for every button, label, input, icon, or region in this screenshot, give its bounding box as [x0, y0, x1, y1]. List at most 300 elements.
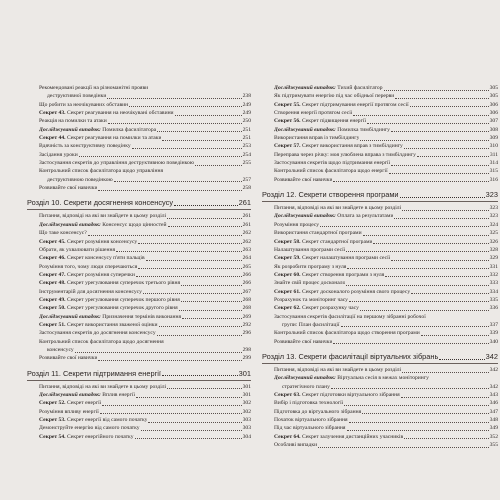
- toc-entry-title: [274, 329, 420, 337]
- toc-entry[interactable]: [262, 288, 498, 296]
- toc-entry-text: Особливі випадки: [274, 442, 318, 449]
- secret-number: Секрет 43.: [39, 110, 66, 117]
- toc-entry[interactable]: [262, 176, 498, 184]
- toc-entry-title: [39, 229, 87, 237]
- toc-entry[interactable]: [27, 279, 251, 287]
- toc-entry-text: Початок віртуального зібрання: [274, 417, 348, 424]
- toc-entry-text: Секрет стандартної програми: [301, 238, 373, 245]
- toc-entry[interactable]: [262, 313, 498, 321]
- toc-entry-text: Віртуальна сесія в межах моніторингу: [337, 375, 429, 382]
- toc-entry-title: [39, 399, 101, 407]
- page-number: 268: [242, 305, 251, 312]
- page-number: 303: [242, 417, 251, 424]
- toc-entry-text: Застосування секретів щодо підтримання енергії: [274, 160, 391, 167]
- toc-entry[interactable]: [262, 221, 498, 229]
- toc-entry[interactable]: [262, 238, 498, 246]
- toc-entry[interactable]: [262, 391, 498, 399]
- toc-entry[interactable]: [27, 109, 251, 117]
- chapter-gap: [27, 363, 251, 368]
- page-number: 306: [489, 101, 498, 108]
- toc-entry[interactable]: [262, 329, 498, 337]
- toc-entry-text-line2: стратегічного плану: [282, 383, 330, 390]
- chapter-page-number: 261: [238, 198, 251, 208]
- case-study-label: Досліджуваний випадок:: [39, 313, 101, 320]
- toc-entry[interactable]: [27, 329, 251, 337]
- toc-entry[interactable]: [27, 263, 251, 271]
- toc-entry[interactable]: [262, 254, 498, 262]
- toc-entry-title: [39, 151, 78, 159]
- dot-leader: [167, 218, 241, 219]
- toc-entry-text: Вибір і підготовка технології: [274, 400, 344, 407]
- page-number: 302: [242, 408, 251, 415]
- dot-leader: [157, 335, 242, 336]
- chapter-title: Розділ 11. Секрети підтримання енергії: [27, 368, 161, 378]
- toc-entry-title: [39, 117, 107, 125]
- secret-number: Секрет 53.: [39, 417, 66, 424]
- toc-entry-title: [39, 101, 128, 109]
- case-study-label: Досліджуваний випадок:: [39, 392, 101, 398]
- toc-entry[interactable]: [27, 383, 251, 391]
- toc-entry-text: Розуміння того, чому люди сперечаються: [39, 263, 138, 270]
- dot-leader: [132, 148, 242, 149]
- dot-leader: [174, 205, 238, 206]
- toc-entry[interactable]: [27, 391, 251, 399]
- toc-entry[interactable]: [262, 142, 498, 150]
- toc-entry[interactable]: [27, 313, 251, 321]
- toc-entry-text: Вдячність за конструктивну поведінку: [39, 143, 131, 150]
- toc-entry[interactable]: [27, 304, 251, 312]
- toc-entry[interactable]: [27, 296, 251, 304]
- toc-entry[interactable]: [27, 229, 251, 237]
- toc-entry-title: [39, 354, 97, 362]
- toc-entry[interactable]: [262, 134, 498, 142]
- toc-entry-title: [274, 92, 394, 100]
- toc-entry-title: [39, 296, 180, 304]
- toc-entry-title: [39, 109, 174, 117]
- toc-entry-text: Секрет використання зваженої оцінки: [66, 321, 158, 328]
- toc-entry[interactable]: [262, 433, 498, 441]
- toc-entry[interactable]: [262, 374, 498, 382]
- secret-number: Секрет 45.: [39, 238, 66, 245]
- page-number: 238: [242, 93, 251, 100]
- dot-leader: [394, 218, 488, 219]
- toc-entry-text: Що таке консенсус?: [39, 230, 87, 237]
- dot-leader: [102, 405, 241, 406]
- toc-entry[interactable]: [27, 126, 251, 134]
- toc-entry-text: Секрет підвищення енергії: [301, 118, 367, 125]
- page-number: 266: [242, 280, 251, 287]
- page-number: 348: [489, 417, 498, 424]
- dot-leader: [146, 260, 242, 261]
- toc-entry-title: [274, 441, 317, 449]
- page-number: 305: [489, 93, 498, 100]
- page-number: 255: [242, 160, 251, 167]
- toc-entry-title: [274, 271, 384, 279]
- page-number: 329: [489, 255, 498, 262]
- toc-entry-title: [274, 84, 383, 92]
- toc-entry-title: [274, 101, 409, 109]
- dot-leader: [411, 293, 488, 294]
- toc-entry-text: Рекомендовані реакції на різноманітні прояви: [39, 85, 149, 91]
- chapter-title: Розділ 13. Секрети фасилітації віртуальних зібрань: [262, 351, 439, 361]
- toc-entry[interactable]: [27, 84, 251, 92]
- dot-leader: [182, 318, 242, 319]
- chapter-heading[interactable]: [262, 190, 498, 200]
- toc-entry-text: Секрет реагування на неочікувані обставини: [66, 110, 174, 117]
- case-study-label: Досліджуваний випадок:: [39, 221, 101, 228]
- toc-entry-title: [39, 313, 181, 321]
- dot-leader: [373, 243, 488, 244]
- dot-leader: [108, 123, 242, 124]
- page-number: 264: [242, 255, 251, 262]
- page-number: 262: [242, 238, 251, 245]
- toc-entry-text: Секрет консенсусу п'яти пальців: [66, 255, 145, 262]
- toc-entry-title: [39, 263, 137, 271]
- dot-leader: [168, 226, 242, 227]
- toc-entry-title: [39, 383, 166, 391]
- dot-leader: [362, 413, 488, 414]
- toc-entry[interactable]: [262, 109, 498, 117]
- toc-entry[interactable]: [27, 117, 251, 125]
- toc-entry-text: Секрет реагування на помилки та атаки: [66, 135, 162, 142]
- toc-entry[interactable]: [262, 441, 498, 449]
- toc-entry-title: [274, 109, 352, 117]
- toc-entry[interactable]: [262, 366, 498, 374]
- toc-entry[interactable]: [262, 92, 498, 100]
- secret-number: Секрет 48.: [39, 280, 66, 287]
- toc-entry[interactable]: [262, 296, 498, 304]
- toc-entry[interactable]: [27, 101, 251, 109]
- toc-entry-title: [274, 279, 345, 287]
- toc-entry[interactable]: [27, 134, 251, 142]
- toc-entry[interactable]: [262, 101, 498, 109]
- toc-entry-text: Тихий фасилітатор: [337, 85, 383, 91]
- dot-leader: [360, 310, 489, 311]
- dot-leader: [148, 422, 241, 423]
- dot-leader: [404, 148, 489, 149]
- toc-entry-text: Вплив енергії: [102, 392, 136, 398]
- chapter-rule: [262, 201, 498, 202]
- page-number: 349: [489, 425, 498, 432]
- toc-entry-text: Як розробити програму з нуля: [274, 263, 347, 270]
- toc-entry-title: [39, 416, 147, 424]
- page-number: 254: [242, 151, 251, 158]
- dot-leader: [159, 326, 242, 327]
- page-number: 251: [242, 126, 251, 133]
- dot-leader: [138, 268, 241, 269]
- secret-number: Секрет 51.: [39, 321, 66, 328]
- toc-entry-title: [274, 408, 361, 416]
- toc-entry-text: Розвивайте свої навички: [39, 185, 98, 192]
- toc-entry-title: [39, 279, 180, 287]
- toc-entry-title: [274, 399, 343, 407]
- toc-entry-text: Питання, відповіді на які ви знайдете в цьому розділі: [274, 366, 402, 373]
- dot-leader: [404, 438, 488, 439]
- toc-entry-continuation[interactable]: [27, 92, 251, 100]
- toc-entry-text: Секрет енергійного початку: [66, 433, 134, 440]
- toc-entry[interactable]: [27, 184, 251, 192]
- dot-leader: [391, 260, 488, 261]
- toc-entry-title: [39, 167, 163, 175]
- secret-number: Секрет 50.: [39, 305, 66, 312]
- chapter-gap: [262, 346, 498, 351]
- toc-entry[interactable]: [262, 84, 498, 92]
- secret-number: Секрет 47.: [39, 271, 66, 278]
- toc-entry-continuation[interactable]: [262, 383, 498, 391]
- dot-leader: [389, 173, 489, 174]
- page-number: 343: [489, 392, 498, 398]
- toc-entry[interactable]: [262, 126, 498, 134]
- secret-number: Секрет 54.: [39, 433, 66, 440]
- toc-entry-text: Розуміння впливу енергії: [39, 408, 99, 415]
- toc-entry[interactable]: [262, 204, 498, 212]
- page-number: 326: [489, 238, 498, 245]
- toc-entry-title: [274, 424, 346, 432]
- secret-number: Секрет 60.: [274, 271, 301, 278]
- case-study-label: Досліджуваний випадок:: [274, 213, 336, 220]
- toc-entry-title: [274, 338, 332, 346]
- toc-entry[interactable]: [27, 151, 251, 159]
- dot-leader: [363, 235, 489, 236]
- toc-entry-text: Питання, відповіді на які ви знайдете в цьому розділі: [274, 205, 402, 212]
- toc-entry-text: Застосування секретів до управління деструктивною поведінкою: [39, 160, 195, 167]
- toc-entry-text: Питання, відповіді на які ви знайдете в цьому розділі: [39, 213, 167, 220]
- toc-entry-text: Застосування секретів фасилітації на першому зібранні робочої: [274, 313, 426, 320]
- toc-entry[interactable]: [27, 321, 251, 329]
- page-number: 339: [489, 330, 498, 337]
- toc-entry[interactable]: [27, 433, 251, 441]
- toc-entry-title: [274, 374, 429, 382]
- toc-entry-title: [39, 288, 142, 296]
- page-number: 302: [242, 400, 251, 407]
- dot-leader: [129, 106, 241, 107]
- page-number: 340: [489, 338, 498, 345]
- dot-leader: [167, 388, 241, 389]
- secret-number: Секрет 56.: [274, 118, 301, 125]
- toc-entry[interactable]: [262, 304, 498, 312]
- toc-entry-text-line2: групи: План фасилітації: [282, 321, 340, 328]
- toc-left-column: [27, 84, 251, 441]
- secret-number: Секрет 57.: [274, 143, 301, 150]
- toc-entry-title: [39, 338, 164, 346]
- chapter-title: Розділ 12. Секрети створення програми: [262, 190, 399, 200]
- toc-entry[interactable]: [262, 279, 498, 287]
- toc-entry[interactable]: [262, 416, 498, 424]
- page-number: 253: [242, 143, 251, 150]
- toc-entry[interactable]: [262, 338, 498, 346]
- page-number: 263: [242, 246, 251, 253]
- toc-entry-text: Секрет урегулювання суперечок першого рівня: [66, 296, 180, 303]
- dot-leader: [181, 285, 242, 286]
- page-number: 249: [242, 110, 251, 117]
- toc-entry[interactable]: [27, 288, 251, 296]
- chapter-rule: [27, 380, 251, 381]
- toc-entry-text: Розвивайте свої навички: [274, 338, 333, 345]
- toc-entry[interactable]: [27, 159, 251, 167]
- secret-number: Секрет 46.: [39, 255, 66, 262]
- toc-entry-continuation[interactable]: [262, 321, 498, 329]
- page-number: 299: [242, 355, 251, 362]
- page-number: 296: [242, 330, 251, 337]
- dot-leader: [367, 123, 489, 124]
- dot-leader: [181, 301, 242, 302]
- page-number: 325: [489, 230, 498, 237]
- dot-leader: [135, 438, 242, 439]
- page-number: 298: [242, 346, 251, 353]
- toc-entry[interactable]: [262, 408, 498, 416]
- toc-entry[interactable]: [262, 399, 498, 407]
- page-number: 269: [242, 313, 251, 320]
- dot-leader: [75, 352, 242, 353]
- page-number: 336: [489, 305, 498, 312]
- page-number: 342: [489, 383, 498, 390]
- chapter-heading[interactable]: [27, 369, 251, 379]
- dot-leader: [157, 131, 242, 132]
- dot-leader: [98, 360, 241, 361]
- page-number: 251: [242, 135, 251, 142]
- toc-entry-title: [274, 229, 362, 237]
- toc-entry-title: [39, 304, 178, 312]
- toc-entry-text: Секрет залучення дистанційних учасників: [301, 433, 404, 440]
- toc-entry-title: [39, 329, 156, 337]
- dot-leader: [346, 251, 488, 252]
- page-number: 304: [242, 433, 251, 440]
- dot-leader: [136, 397, 242, 398]
- toc-entry[interactable]: [27, 167, 251, 175]
- toc-entry-text: Контрольний список фасилітатора щодо досягнення: [39, 338, 164, 345]
- toc-entry[interactable]: [262, 271, 498, 279]
- toc-entry-text: Розвивайте свої навички: [274, 176, 333, 183]
- dot-leader: [402, 210, 488, 211]
- toc-entry-text: Засідання уроки: [39, 151, 78, 158]
- toc-entry[interactable]: [262, 263, 498, 271]
- dot-leader: [344, 405, 488, 406]
- toc-entry[interactable]: [262, 151, 498, 159]
- chapter-page-number: 301: [238, 368, 251, 378]
- toc-entry[interactable]: [27, 221, 251, 229]
- toc-entry[interactable]: [262, 117, 498, 125]
- case-study-label: Досліджуваний випадок:: [274, 126, 336, 133]
- toc-entry-title: [39, 408, 99, 416]
- page-number: 250: [242, 118, 251, 125]
- toc-entry[interactable]: [27, 212, 251, 220]
- toc-entry-title: [274, 433, 403, 441]
- toc-entry[interactable]: [27, 408, 251, 416]
- toc-entry-text: Консенсус щодо цінностей: [102, 221, 167, 228]
- toc-entry-title: [274, 391, 400, 399]
- toc-entry-title: [39, 212, 166, 220]
- page-number: 315: [489, 168, 498, 175]
- toc-entry[interactable]: [262, 159, 498, 167]
- toc-entry-title: [274, 221, 319, 229]
- secret-number: Секрет 44.: [39, 135, 66, 142]
- dot-leader: [100, 413, 242, 414]
- toc-entry-text: Секрет підготовки віртуального зібрання: [301, 392, 400, 398]
- toc-entry-title: [274, 288, 410, 296]
- toc-entry-title: [39, 238, 137, 246]
- page-number: 267: [242, 288, 251, 295]
- toc-entry-text: Що робити за неочікуваних обставин: [39, 101, 129, 108]
- toc-entry-title: [274, 117, 366, 125]
- chapter-heading[interactable]: [262, 352, 498, 362]
- toc-entry-continuation[interactable]: [27, 346, 251, 354]
- toc-entry[interactable]: [27, 424, 251, 432]
- dot-leader: [400, 197, 485, 198]
- toc-entry[interactable]: [262, 229, 498, 237]
- page-number: 332: [489, 271, 498, 278]
- toc-entry-title: [274, 126, 390, 134]
- dot-leader: [346, 285, 488, 286]
- page-number: 347: [489, 408, 498, 415]
- toc-entry-title: [39, 271, 135, 279]
- secret-number: Секрет 59.: [274, 255, 301, 262]
- dot-leader: [421, 335, 489, 336]
- toc-entry[interactable]: [262, 167, 498, 175]
- chapter-heading[interactable]: [27, 198, 251, 208]
- secret-number: Секрет 58.: [274, 238, 301, 245]
- toc-entry-text: Секрет розрахунку часу: [301, 305, 359, 312]
- page-number: 352: [489, 433, 498, 440]
- page-number: 265: [242, 263, 251, 270]
- toc-entry-title: [274, 254, 390, 262]
- toc-entry-title: [274, 304, 359, 312]
- toc-entry[interactable]: [27, 246, 251, 254]
- toc-entry-text: Застосування секретів до досягнення консенсусу: [39, 330, 156, 337]
- page-number: 337: [489, 321, 498, 328]
- toc-entry-title: [274, 313, 426, 321]
- secret-number: Секрет 63.: [274, 392, 301, 398]
- toc-entry[interactable]: [27, 399, 251, 407]
- toc-entry[interactable]: [27, 338, 251, 346]
- toc-entry-text: Помилка тимбілдингу: [337, 126, 390, 133]
- page-number: 305: [489, 85, 498, 91]
- dot-leader: [175, 115, 242, 116]
- chapter-gap: [262, 184, 498, 189]
- toc-entry-title: [39, 254, 145, 262]
- toc-entry[interactable]: [27, 238, 251, 246]
- toc-entry-text: Переправа через річку: моя улюблена вправа з тимбілдингу: [274, 151, 416, 158]
- toc-entry-title: [39, 424, 140, 432]
- page-number: 324: [489, 221, 498, 228]
- toc-entry-text: Використання вправ із тимбілдингу: [274, 135, 360, 142]
- dot-leader: [114, 181, 242, 182]
- dot-leader: [141, 430, 242, 431]
- page-number: 261: [242, 213, 251, 220]
- toc-entry[interactable]: [27, 254, 251, 262]
- toc-entry[interactable]: [27, 354, 251, 362]
- page-number: 310: [489, 143, 498, 150]
- toc-entry[interactable]: [27, 142, 251, 150]
- secret-number: Секрет 49.: [39, 296, 66, 303]
- page-number: 266: [242, 271, 251, 278]
- toc-entry[interactable]: [262, 424, 498, 432]
- toc-entry-continuation[interactable]: [27, 176, 251, 184]
- toc-entry-text: Розуміння процесу: [274, 221, 320, 228]
- toc-entry[interactable]: [262, 246, 498, 254]
- toc-entry-text: Секрет енергії від самого початку: [66, 417, 148, 424]
- dot-leader: [318, 447, 489, 448]
- toc-entry-title: [274, 167, 388, 175]
- page-number: 306: [489, 110, 498, 117]
- toc-entry-title: [274, 176, 332, 184]
- toc-entry[interactable]: [27, 271, 251, 279]
- toc-entry-title: [274, 238, 372, 246]
- page-number: 333: [489, 280, 498, 287]
- dot-leader: [98, 190, 241, 191]
- toc-entry[interactable]: [262, 212, 498, 220]
- dot-leader: [195, 165, 242, 166]
- toc-entry[interactable]: [27, 416, 251, 424]
